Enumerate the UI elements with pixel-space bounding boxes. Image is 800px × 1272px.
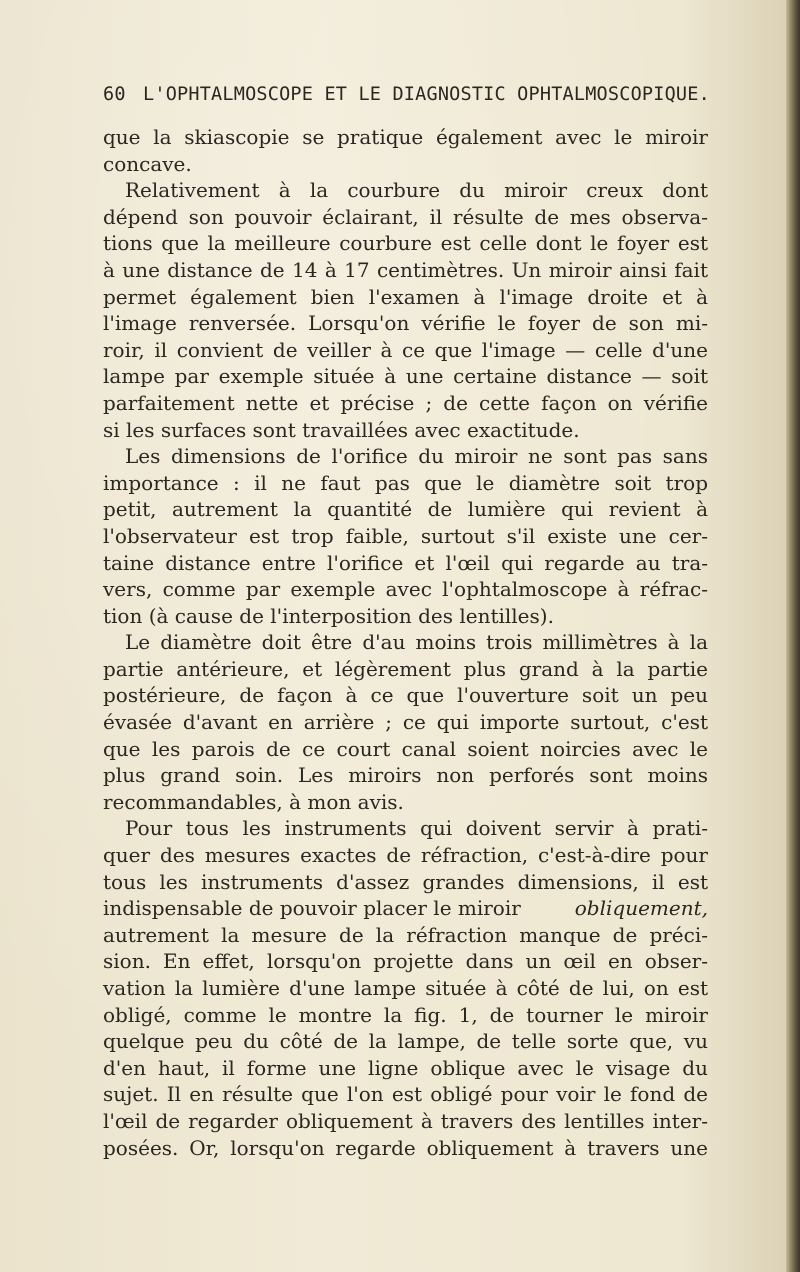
line-text: importance : il ne faut pas que le diamètre soit trop <box>103 470 708 495</box>
line-text: quelque peu du côté de la lampe, de telle sorte que, vu <box>103 1029 708 1054</box>
text-line <box>103 629 708 656</box>
line-text: sion. En effet, lorsqu'on projette dans un œil en obser- <box>103 949 708 974</box>
line-text: Les dimensions de l'orifice du miroir ne sont pas sans <box>125 444 708 469</box>
line-text: petit, autrement la quantité de lumière qui revient à <box>103 497 708 522</box>
text-line <box>103 1135 708 1162</box>
line-text: tous les instruments d'assez grandes dimensions, il est <box>103 869 708 894</box>
running-header <box>103 84 713 105</box>
page-number: 60 <box>103 84 126 105</box>
text-line <box>103 709 708 736</box>
text-line <box>103 496 708 523</box>
line-text: que la skiascopie se pratique également avec le miroir <box>103 125 708 149</box>
text-line <box>103 842 708 869</box>
text-line <box>103 337 708 364</box>
line-text: que les parois de ce court canal soient noircies avec le <box>103 736 708 761</box>
text-line <box>103 576 708 603</box>
body-text <box>103 124 708 1161</box>
text-line <box>103 948 708 975</box>
line-text: postérieure, de façon à ce que l'ouverture soit un peu <box>103 683 708 708</box>
text-line <box>103 443 708 470</box>
text-line <box>103 230 708 257</box>
line-text: vation la lumière d'une lampe située à côté de lui, on est <box>103 976 708 1000</box>
text-line <box>103 1028 708 1055</box>
text-line <box>103 975 708 1002</box>
line-text: posées. Or, lorsqu'on regarde obliquement à travers une <box>103 1135 708 1160</box>
line-text: recommandables, à mon avis. <box>103 789 404 814</box>
text-line <box>103 177 708 204</box>
line-text: indispensable de pouvoir placer le miroir <box>103 896 521 921</box>
line-text: plus grand soin. Les miroirs non perforés sont moins <box>103 763 708 788</box>
line-text: l'observateur est trop faible, surtout s'il existe une cer- <box>103 523 708 548</box>
text-line <box>103 762 708 789</box>
text-line <box>103 736 708 763</box>
line-text: permet également bien l'examen à l'image droite et à <box>103 284 708 309</box>
emphasis-text: obliquement, <box>574 896 708 921</box>
text-line <box>103 523 708 550</box>
line-text: partie antérieure, et légèrement plus grand à la partie <box>103 656 708 681</box>
text-line <box>103 815 708 842</box>
text-line <box>103 789 708 816</box>
line-text: quer des mesures exactes de réfraction, c'est-à-dire pour <box>103 843 708 868</box>
line-text: à une distance de 14 à 17 centimètres. Un miroir ainsi fait <box>103 257 708 282</box>
text-line <box>103 550 708 577</box>
line-text: concave. <box>103 151 192 176</box>
line-text: taine distance entre l'orifice et l'œil qui regarde au tra- <box>103 550 708 575</box>
line-text: tion (à cause de l'interposition des lentilles). <box>103 603 554 628</box>
text-line <box>103 1055 708 1082</box>
text-line <box>103 1081 708 1108</box>
text-line <box>103 417 708 444</box>
line-text: roir, il convient de veiller à ce que l'image — celle d'une <box>103 337 708 362</box>
text-line <box>103 284 708 311</box>
line-text: parfaitement nette et précise ; de cette façon on vérifie <box>103 390 708 415</box>
text-line <box>103 470 708 497</box>
line-text: lampe par exemple située à une certaine distance — soit <box>103 364 708 389</box>
text-line <box>103 204 708 231</box>
line-text: autrement la mesure de la réfraction manque de préci- <box>103 922 708 947</box>
text-line <box>103 603 708 630</box>
line-text: Relativement à la courbure du miroir creux dont <box>125 178 708 203</box>
text-line <box>103 151 708 178</box>
text-line <box>103 682 708 709</box>
line-text: tions que la meilleure courbure est celle dont le foyer est <box>103 231 708 256</box>
text-line <box>103 257 708 284</box>
line-text: sujet. Il en résulte que l'on est obligé pour voir le fond de <box>103 1082 708 1107</box>
line-text: l'œil de regarder obliquement à travers des lentilles inter- <box>103 1108 708 1133</box>
text-line <box>103 310 708 337</box>
text-line <box>103 656 708 683</box>
text-line <box>103 390 708 417</box>
running-title: L'OPHTALMOSCOPE ET LE DIAGNOSTIC OPHTALMOSCOPIQUE. <box>143 84 710 105</box>
text-line <box>103 363 708 390</box>
text-line <box>103 1108 708 1135</box>
line-text: évasée d'avant en arrière ; ce qui importe surtout, c'est <box>103 710 708 735</box>
line-text: d'en haut, il forme une ligne oblique avec le visage du <box>103 1055 708 1080</box>
text-line <box>103 124 708 151</box>
text-line <box>103 1002 708 1029</box>
line-text: si les surfaces sont travaillées avec exactitude. <box>103 417 580 442</box>
text-line <box>103 922 708 949</box>
text-line <box>103 895 708 922</box>
page-edge-shadow <box>786 0 800 1272</box>
line-text: l'image renversée. Lorsqu'on vérifie le foyer de son mi- <box>103 311 708 336</box>
line-text: Le diamètre doit être d'au moins trois millimètres à la <box>125 630 708 655</box>
line-text: Pour tous les instruments qui doivent servir à prati- <box>125 816 708 841</box>
line-text: dépend son pouvoir éclairant, il résulte de mes observa- <box>103 204 708 229</box>
line-text: obligé, comme le montre la fig. 1, de tourner le miroir <box>103 1002 708 1027</box>
line-text: vers, comme par exemple avec l'ophtalmoscope à réfrac- <box>103 577 708 602</box>
text-line <box>103 869 708 896</box>
